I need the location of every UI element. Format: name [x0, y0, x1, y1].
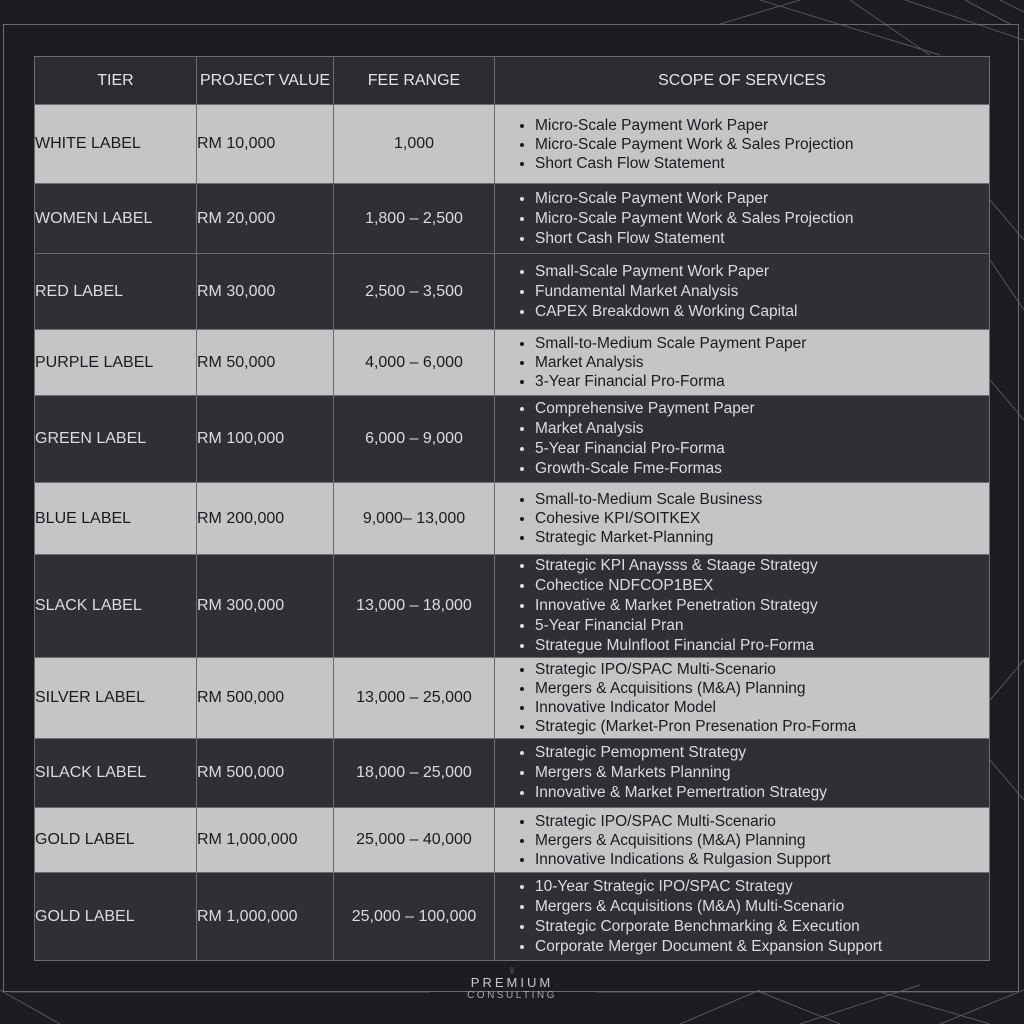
- fee-range-cell: 4,000 – 6,000: [334, 330, 495, 396]
- tier-cell: GREEN LABEL: [35, 396, 197, 483]
- scope-item: • 3-Year Financial Pro-Forma: [535, 372, 989, 391]
- scope-list: [495, 660, 989, 736]
- fee-range-cell: 9,000– 13,000: [334, 483, 495, 555]
- scope-list: [495, 812, 989, 869]
- scope-item: • Strategic IPO/SPAC Multi-Scenario: [535, 812, 989, 831]
- scope-list: [495, 743, 989, 803]
- table-header-row: [35, 57, 990, 105]
- scope-cell: [495, 105, 990, 184]
- scope-item: • Small-Scale Payment Work Paper: [535, 262, 989, 282]
- pricing-table: [34, 56, 990, 961]
- scope-cell: [495, 658, 990, 739]
- brand-mark-icon: ᛟ: [509, 965, 515, 975]
- table-row: [35, 105, 990, 184]
- scope-item: • Strategic Market-Planning: [535, 528, 989, 547]
- table-row: [35, 330, 990, 396]
- tier-cell: SLACK LABEL: [35, 555, 197, 658]
- fee-range-cell: 13,000 – 25,000: [334, 658, 495, 739]
- scope-item: • Market Analysis: [535, 419, 989, 439]
- table-row: [35, 555, 990, 658]
- project-value-cell: RM 300,000: [197, 555, 334, 658]
- tier-cell: WOMEN LABEL: [35, 184, 197, 254]
- project-value-cell: RM 10,000: [197, 105, 334, 184]
- scope-item: • Market Analysis: [535, 353, 989, 372]
- fee-range-cell: 1,800 – 2,500: [334, 184, 495, 254]
- scope-item: • Strategic Corporate Benchmarking & Execution: [535, 917, 989, 937]
- scope-item: • Mergers & Acquisitions (M&A) Multi-Scenario: [535, 897, 989, 917]
- scope-item: • Small-to-Medium Scale Payment Paper: [535, 334, 989, 353]
- scope-item: • Short Cash Flow Statement: [535, 154, 989, 173]
- scope-list: [495, 334, 989, 391]
- scope-list: [495, 399, 989, 479]
- table-row: [35, 739, 990, 808]
- project-value-cell: RM 200,000: [197, 483, 334, 555]
- scope-item: • Strategue Mulnfloot Financial Pro-Forma: [535, 636, 989, 656]
- scope-item: • Growth-Scale Fme-Formas: [535, 459, 989, 479]
- scope-item: • Fundamental Market Analysis: [535, 282, 989, 302]
- table-row: [35, 808, 990, 873]
- scope-item: • Mergers & Acquisitions (M&A) Planning: [535, 831, 989, 850]
- fee-range-cell: 13,000 – 18,000: [334, 555, 495, 658]
- scope-item: • Micro-Scale Payment Work & Sales Projection: [535, 135, 989, 154]
- scope-cell: [495, 555, 990, 658]
- project-value-cell: RM 500,000: [197, 658, 334, 739]
- header-tier: TIER: [35, 57, 197, 105]
- scope-list: [495, 877, 989, 957]
- scope-item: • Small-to-Medium Scale Business: [535, 490, 989, 509]
- scope-cell: [495, 254, 990, 330]
- tier-cell: PURPLE LABEL: [35, 330, 197, 396]
- table-row: [35, 483, 990, 555]
- fee-range-cell: 25,000 – 100,000: [334, 873, 495, 961]
- table-row: [35, 873, 990, 961]
- scope-item: • 5-Year Financial Pro-Forma: [535, 439, 989, 459]
- table-row: [35, 658, 990, 739]
- scope-list: [495, 262, 989, 322]
- scope-item: • Comprehensive Payment Paper: [535, 399, 989, 419]
- scope-cell: [495, 330, 990, 396]
- scope-item: • Micro-Scale Payment Work Paper: [535, 189, 989, 209]
- fee-range-cell: 18,000 – 25,000: [334, 739, 495, 808]
- fee-range-cell: 2,500 – 3,500: [334, 254, 495, 330]
- scope-item: • Strategic Pemopment Strategy: [535, 743, 989, 763]
- scope-item: • CAPEX Breakdown & Working Capital: [535, 302, 989, 322]
- tier-cell: RED LABEL: [35, 254, 197, 330]
- scope-cell: [495, 739, 990, 808]
- scope-cell: [495, 483, 990, 555]
- fee-range-cell: 25,000 – 40,000: [334, 808, 495, 873]
- scope-item: • 10-Year Strategic IPO/SPAC Strategy: [535, 877, 989, 897]
- scope-cell: [495, 184, 990, 254]
- header-project-value: PROJECT VALUE: [197, 57, 334, 105]
- project-value-cell: RM 500,000: [197, 739, 334, 808]
- table-row: [35, 184, 990, 254]
- scope-item: • Innovative & Market Pemertration Strategy: [535, 783, 989, 803]
- header-scope: SCOPE OF SERVICES: [495, 57, 990, 105]
- project-value-cell: RM 50,000: [197, 330, 334, 396]
- project-value-cell: RM 1,000,000: [197, 808, 334, 873]
- scope-list: [495, 116, 989, 173]
- table-row: [35, 254, 990, 330]
- scope-item: • Cohectice NDFCOP1BEX: [535, 576, 989, 596]
- scope-item: • Mergers & Acquisitions (M&A) Planning: [535, 679, 989, 698]
- scope-item: • Innovative Indicator Model: [535, 698, 989, 717]
- tier-cell: GOLD LABEL: [35, 873, 197, 961]
- scope-cell: [495, 873, 990, 961]
- fee-range-cell: 6,000 – 9,000: [334, 396, 495, 483]
- scope-cell: [495, 808, 990, 873]
- brand-logo: [432, 965, 592, 1002]
- scope-item: • Cohesive KPI/SOITKEX: [535, 509, 989, 528]
- scope-item: • Strategic KPI Anaysss & Staage Strategy: [535, 556, 989, 576]
- tier-cell: SILVER LABEL: [35, 658, 197, 739]
- scope-item: • Strategic (Market-Pron Presenation Pro-Forma: [535, 717, 989, 736]
- scope-item: • Short Cash Flow Statement: [535, 229, 989, 249]
- scope-item: • Micro-Scale Payment Work & Sales Projection: [535, 209, 989, 229]
- fee-range-cell: 1,000: [334, 105, 495, 184]
- scope-item: • Innovative Indications & Rulgasion Support: [535, 850, 989, 869]
- scope-list: [495, 189, 989, 249]
- project-value-cell: RM 20,000: [197, 184, 334, 254]
- scope-item: • Strategic IPO/SPAC Multi-Scenario: [535, 660, 989, 679]
- brand-subtitle: CONSULTING: [467, 990, 557, 1001]
- tier-cell: BLUE LABEL: [35, 483, 197, 555]
- table-body: [35, 105, 990, 961]
- tier-cell: WHITE LABEL: [35, 105, 197, 184]
- project-value-cell: RM 100,000: [197, 396, 334, 483]
- project-value-cell: RM 1,000,000: [197, 873, 334, 961]
- scope-item: • Corporate Merger Document & Expansion Support: [535, 937, 989, 957]
- table-row: [35, 396, 990, 483]
- scope-item: • Micro-Scale Payment Work Paper: [535, 116, 989, 135]
- scope-list: [495, 556, 989, 656]
- tier-cell: SILACK LABEL: [35, 739, 197, 808]
- brand-name: PREMIUM: [470, 975, 554, 990]
- header-fee-range: FEE RANGE: [334, 57, 495, 105]
- project-value-cell: RM 30,000: [197, 254, 334, 330]
- scope-cell: [495, 396, 990, 483]
- tier-cell: GOLD LABEL: [35, 808, 197, 873]
- scope-item: • Innovative & Market Penetration Strategy: [535, 596, 989, 616]
- scope-item: • 5-Year Financial Pran: [535, 616, 989, 636]
- scope-item: • Mergers & Markets Planning: [535, 763, 989, 783]
- scope-list: [495, 490, 989, 547]
